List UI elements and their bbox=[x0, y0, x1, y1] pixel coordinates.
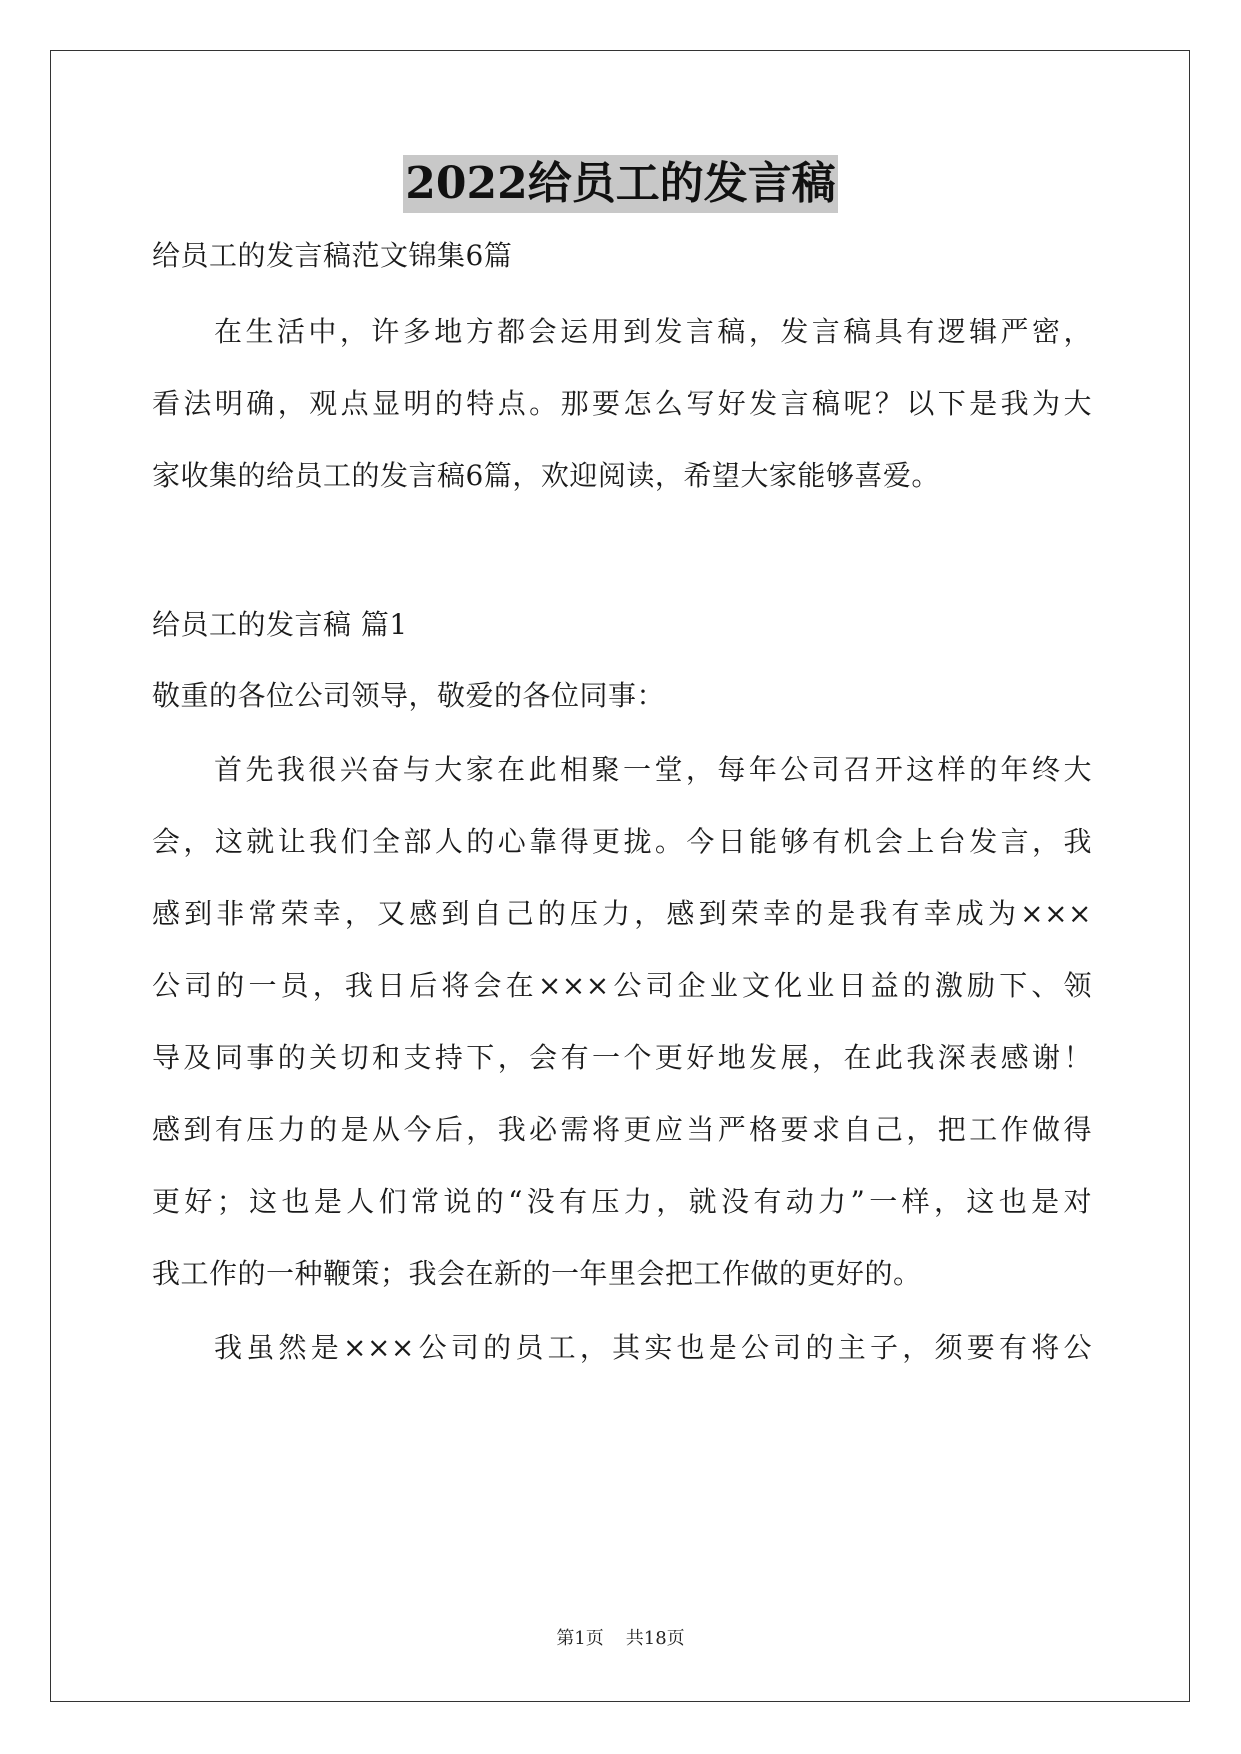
paragraph-line: 会，这就让我们全部人的心靠得更拢。今日能够有机会上台发言，我 bbox=[152, 825, 1092, 858]
paragraph-line: 家收集的给员工的发言稿6篇，欢迎阅读，希望大家能够喜爱。 bbox=[152, 459, 940, 492]
paragraph-line: 我工作的一种鞭策；我会在新的一年里会把工作做的更好的。 bbox=[152, 1257, 922, 1290]
subtitle-line: 给员工的发言稿范文锦集6篇 bbox=[152, 239, 513, 272]
paragraph-line: 公司的一员，我日后将会在×××公司企业文化业日益的激励下、领 bbox=[152, 969, 1092, 1002]
section-heading: 给员工的发言稿 篇1 bbox=[152, 608, 408, 641]
title-container bbox=[0, 155, 1241, 213]
paragraph-line: 首先我很兴奋与大家在此相聚一堂，每年公司召开这样的年终大 bbox=[214, 753, 1092, 786]
page-border bbox=[50, 50, 1190, 1702]
page-footer bbox=[0, 1627, 1241, 1651]
paragraph-line: 导及同事的关切和支持下，会有一个更好地发展，在此我深表感谢！ bbox=[152, 1041, 1092, 1074]
document-title: 2022给员工的发言稿 bbox=[403, 155, 837, 213]
paragraph-line: 看法明确，观点显明的特点。那要怎么写好发言稿呢？以下是我为大 bbox=[152, 387, 1092, 420]
paragraph-line: 在生活中，许多地方都会运用到发言稿，发言稿具有逻辑严密， bbox=[214, 315, 1092, 348]
paragraph-line: 感到非常荣幸，又感到自己的压力，感到荣幸的是我有幸成为××× bbox=[152, 897, 1092, 930]
paragraph-line: 我虽然是×××公司的员工，其实也是公司的主子，须要有将公 bbox=[214, 1331, 1092, 1364]
page-total: 共18页 bbox=[625, 1628, 685, 1649]
paragraph-line: 感到有压力的是从今后，我必需将更应当严格要求自己，把工作做得 bbox=[152, 1113, 1092, 1146]
salutation-line: 敬重的各位公司领导，敬爱的各位同事： bbox=[152, 679, 666, 712]
page-number: 第1页 bbox=[556, 1628, 604, 1649]
paragraph-line: 更好；这也是人们常说的“没有压力，就没有动力”一样，这也是对 bbox=[152, 1185, 1092, 1218]
